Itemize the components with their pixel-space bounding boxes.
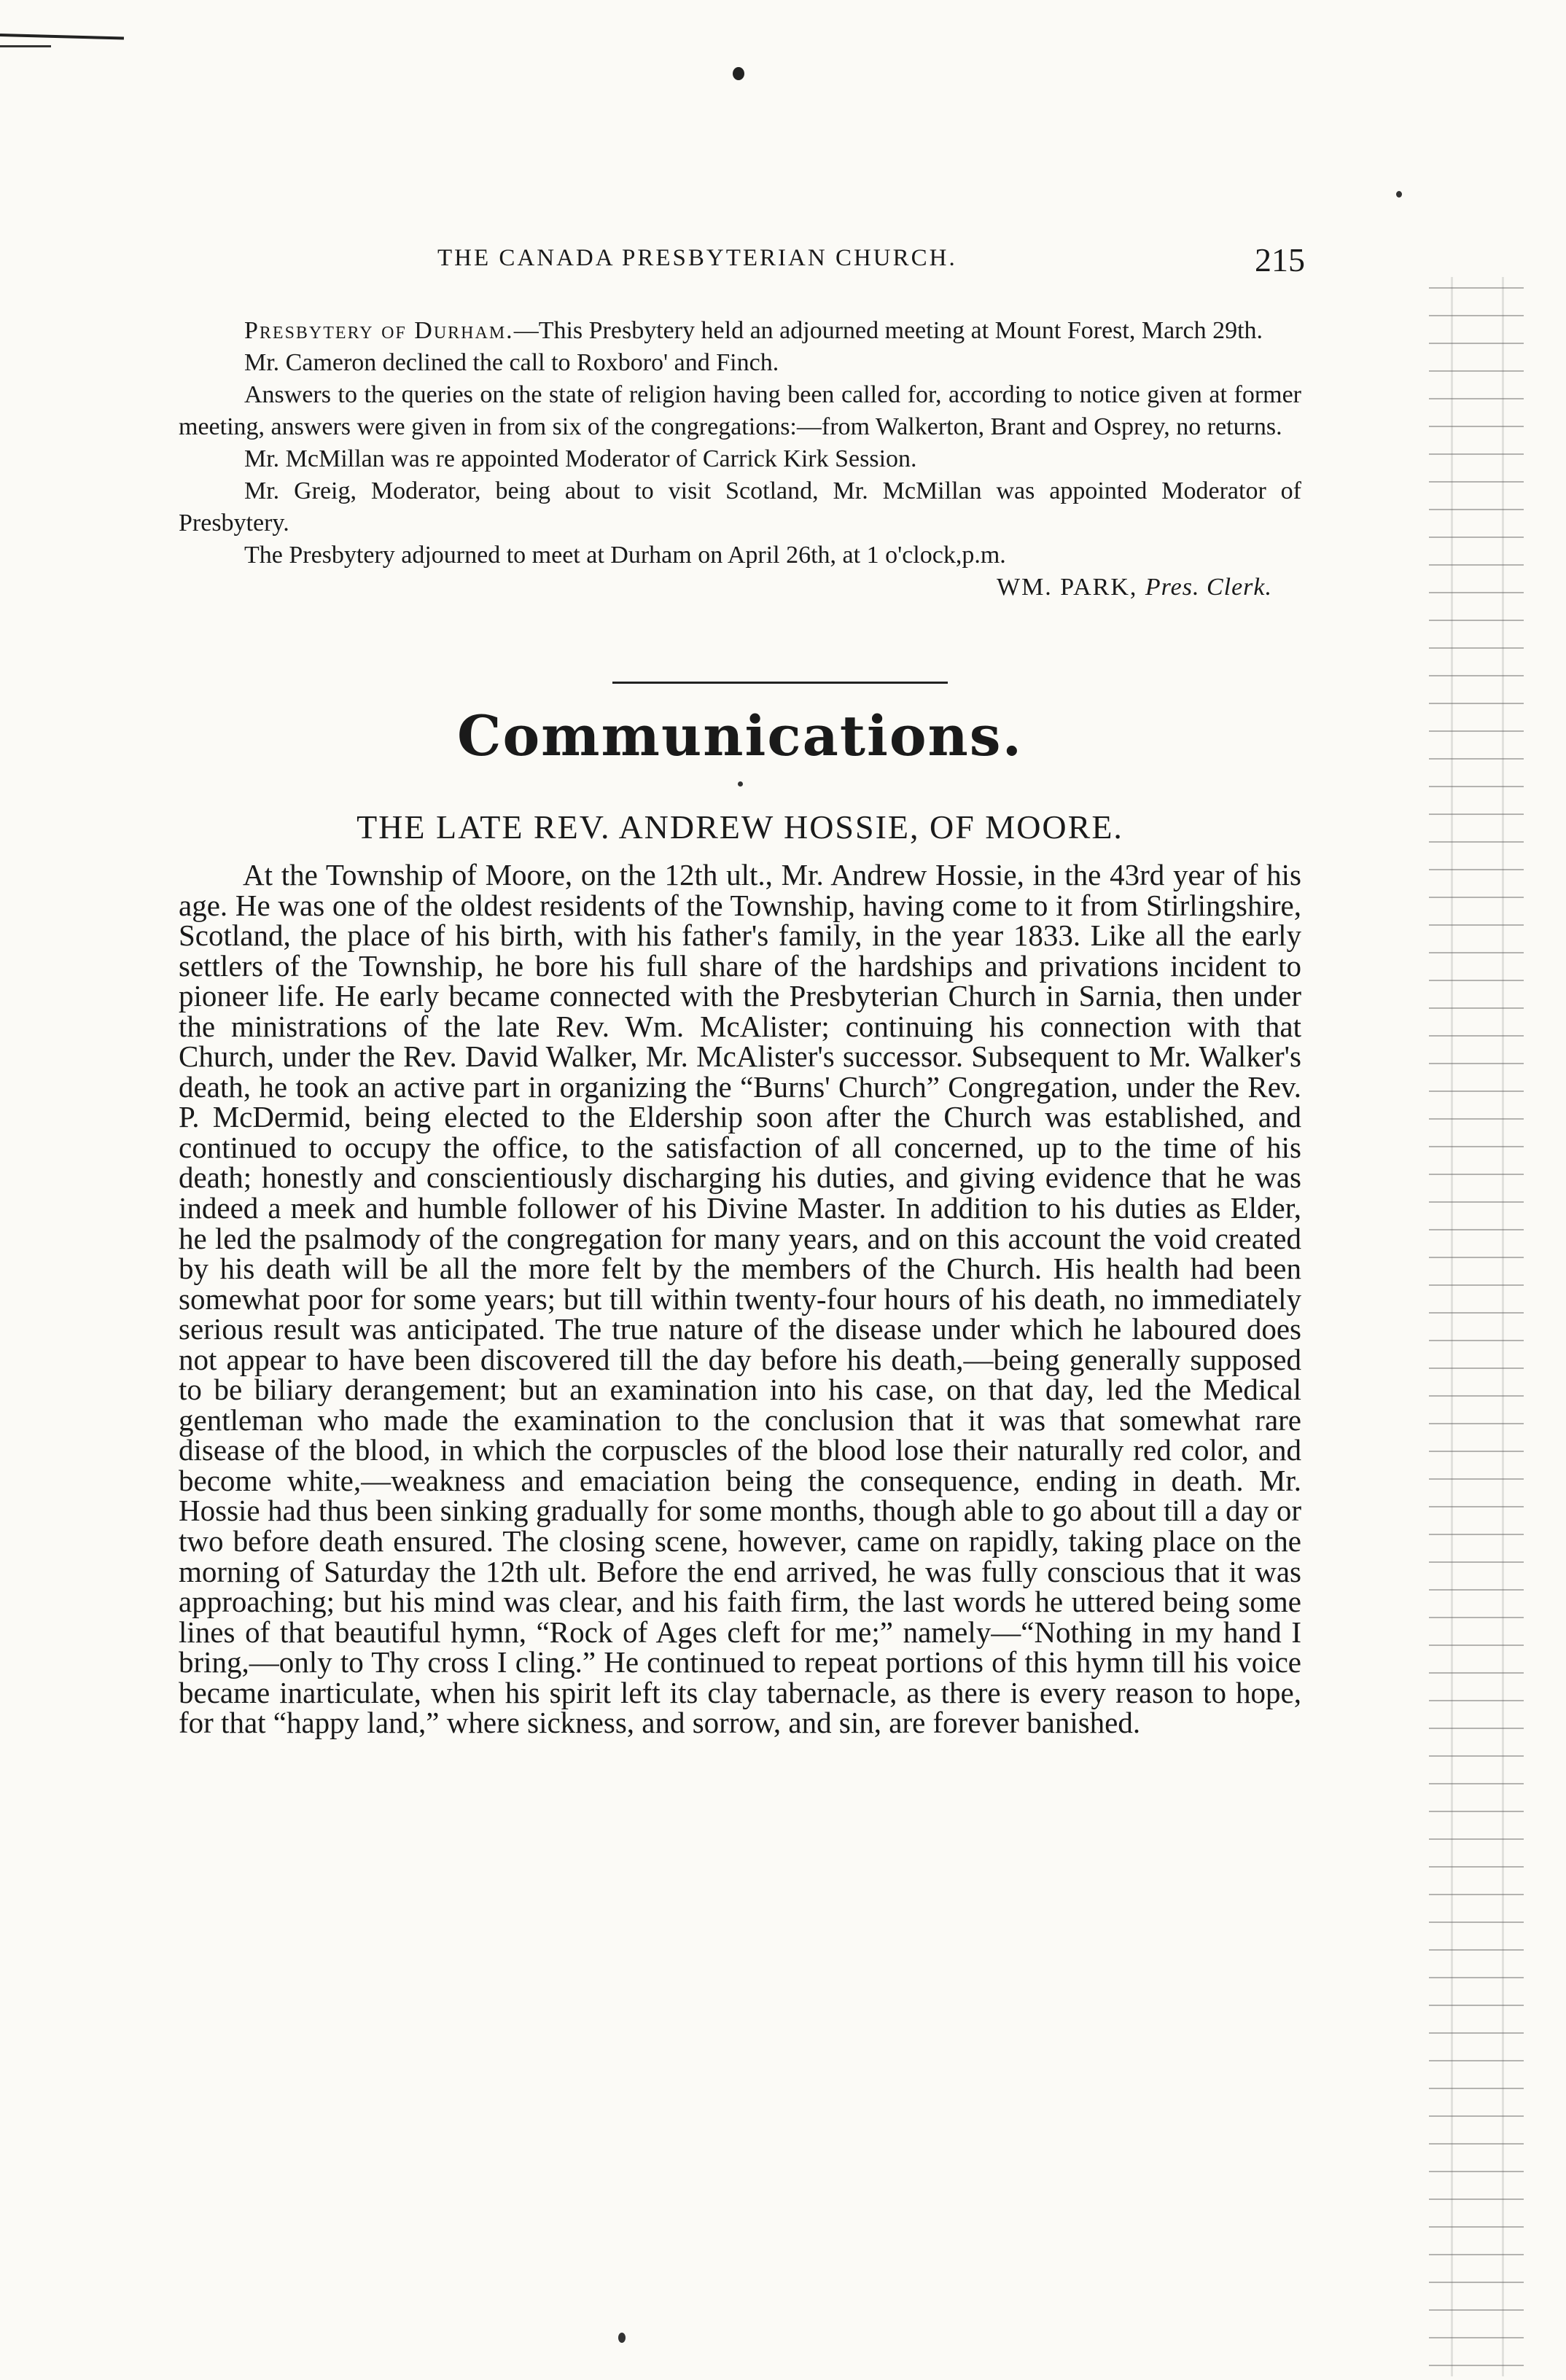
- presbytery-label: Presbytery of Durham.: [244, 317, 514, 344]
- report-opening-text: —This Presbytery held an adjourned meeting at Mount Forest, March 29th.: [513, 317, 1263, 344]
- article-paragraph: At the Township of Moore, on the 12th ult., Mr. Andrew Hossie, in the 43rd year of his age. He was one of the oldest residents of the Township, having come to it from Stirlingshire, Scotland, the place of his birth, with his father's family, in the year 1833. Like all the early settlers of the Township, he bore his full share of the hardships and privations incident to pioneer life. He early became connected with the Presbyterian Church in Sarnia, then under the ministrations of the late Rev. Wm. McAlister; continuing his connection with that Church, under the Rev. David Walker, Mr. McAlister's successor. Subsequent to Mr. Walker's death, he took an active part in organizing the “Burns' Church” Congregation, under the Rev. P. McDermid, being elected to the Eldership soon after the Church was established, and continued to occupy the office, to the satisfaction of all concerned, up to the time of his death; honestly and conscientiously discharging his duties, and giving evidence that he was indeed a meek and humble follower of his Divine Master. In addition to his duties as Elder, he led the psalmody of the congregation for many years, and on this account the void created by his death will be all the more felt by the members of the Church. His health had been somewhat poor for some years; but till within twenty-four hours of his death, no immediately serious result was anticipated. The true nature of the disease under which he laboured does not appear to have been discovered till the day before his death,—being generally supposed to be biliary derangement; but an examination into his case, on that day, led the Medical gentleman who made the examination to the conclusion that it was that somewhat rare disease of the blood, in which the corpuscles of the blood lose their naturally red color, and become white,—weakness and emaciation being the consequence, ending in death. Mr. Hossie had thus been sinking gradually for some months, though able to go about till a day or two before death ensured. The closing scene, however, came on rapidly, taking place on the morning of Saturday the 12th ult. Before the end arrived, he was fully conscious that it was approaching; but his mind was clear, and his faith firm, the last words he uttered being some lines of that beautiful hymn, “Rock of Ages cleft for me;” namely—“Nothing in my hand I bring,—only to Thy cross I cling.” He continued to repeat portions of this hymn till his voice became inarticulate, when his spirit left its clay tabernacle, as there is every reason to hope, for that “happy land,” where sickness, and sorrow, and sin, are forever banished.: [179, 858, 1301, 1740]
- ink-blot: [733, 67, 744, 80]
- report-paragraph: Mr. McMillan was re appointed Moderator of Carrick Kirk Session.: [244, 445, 917, 472]
- clerk-title: Pres. Clerk.: [1145, 574, 1272, 601]
- report-paragraph: The Presbytery adjourned to meet at Durham on April 26th, at 1 o'clock,p.m.: [244, 542, 1006, 569]
- report-paragraph: Mr. Cameron declined the call to Roxboro' and Finch.: [244, 349, 779, 376]
- ink-speck: [1396, 191, 1402, 198]
- section-heading: Communications.: [456, 703, 1024, 768]
- running-title: THE CANADA PRESBYTERIAN CHURCH.: [437, 245, 957, 271]
- running-header: [437, 241, 1305, 284]
- page-edge-bleedthrough: [1429, 277, 1524, 2376]
- report-paragraph: Mr. Greig, Moderator, being about to visit Scotland, Mr. McMillan was appointed Moderator of Presbytery.: [179, 477, 1301, 537]
- report-paragraph: Answers to the queries on the state of religion having been called for, according to notice given at former meeting, answers were given in from six of the congregations:—from Walkerton, Brant and Osprey, no returns.: [179, 381, 1301, 440]
- ink-stroke-mark: [0, 34, 124, 39]
- ink-speck: [738, 781, 743, 787]
- section-divider: [612, 682, 948, 684]
- article-body: [179, 860, 1301, 1739]
- report-opening: [179, 315, 1301, 347]
- page-number: 215: [1255, 241, 1305, 278]
- clerk-signature: [179, 571, 1301, 604]
- clerk-name: WM. PARK,: [996, 574, 1138, 601]
- ink-speck: [618, 2333, 626, 2343]
- ink-stroke-mark-short: [0, 45, 51, 47]
- presbytery-report: [179, 315, 1301, 604]
- article-title: THE LATE REV. ANDREW HOSSIE, OF MOORE.: [357, 808, 1123, 846]
